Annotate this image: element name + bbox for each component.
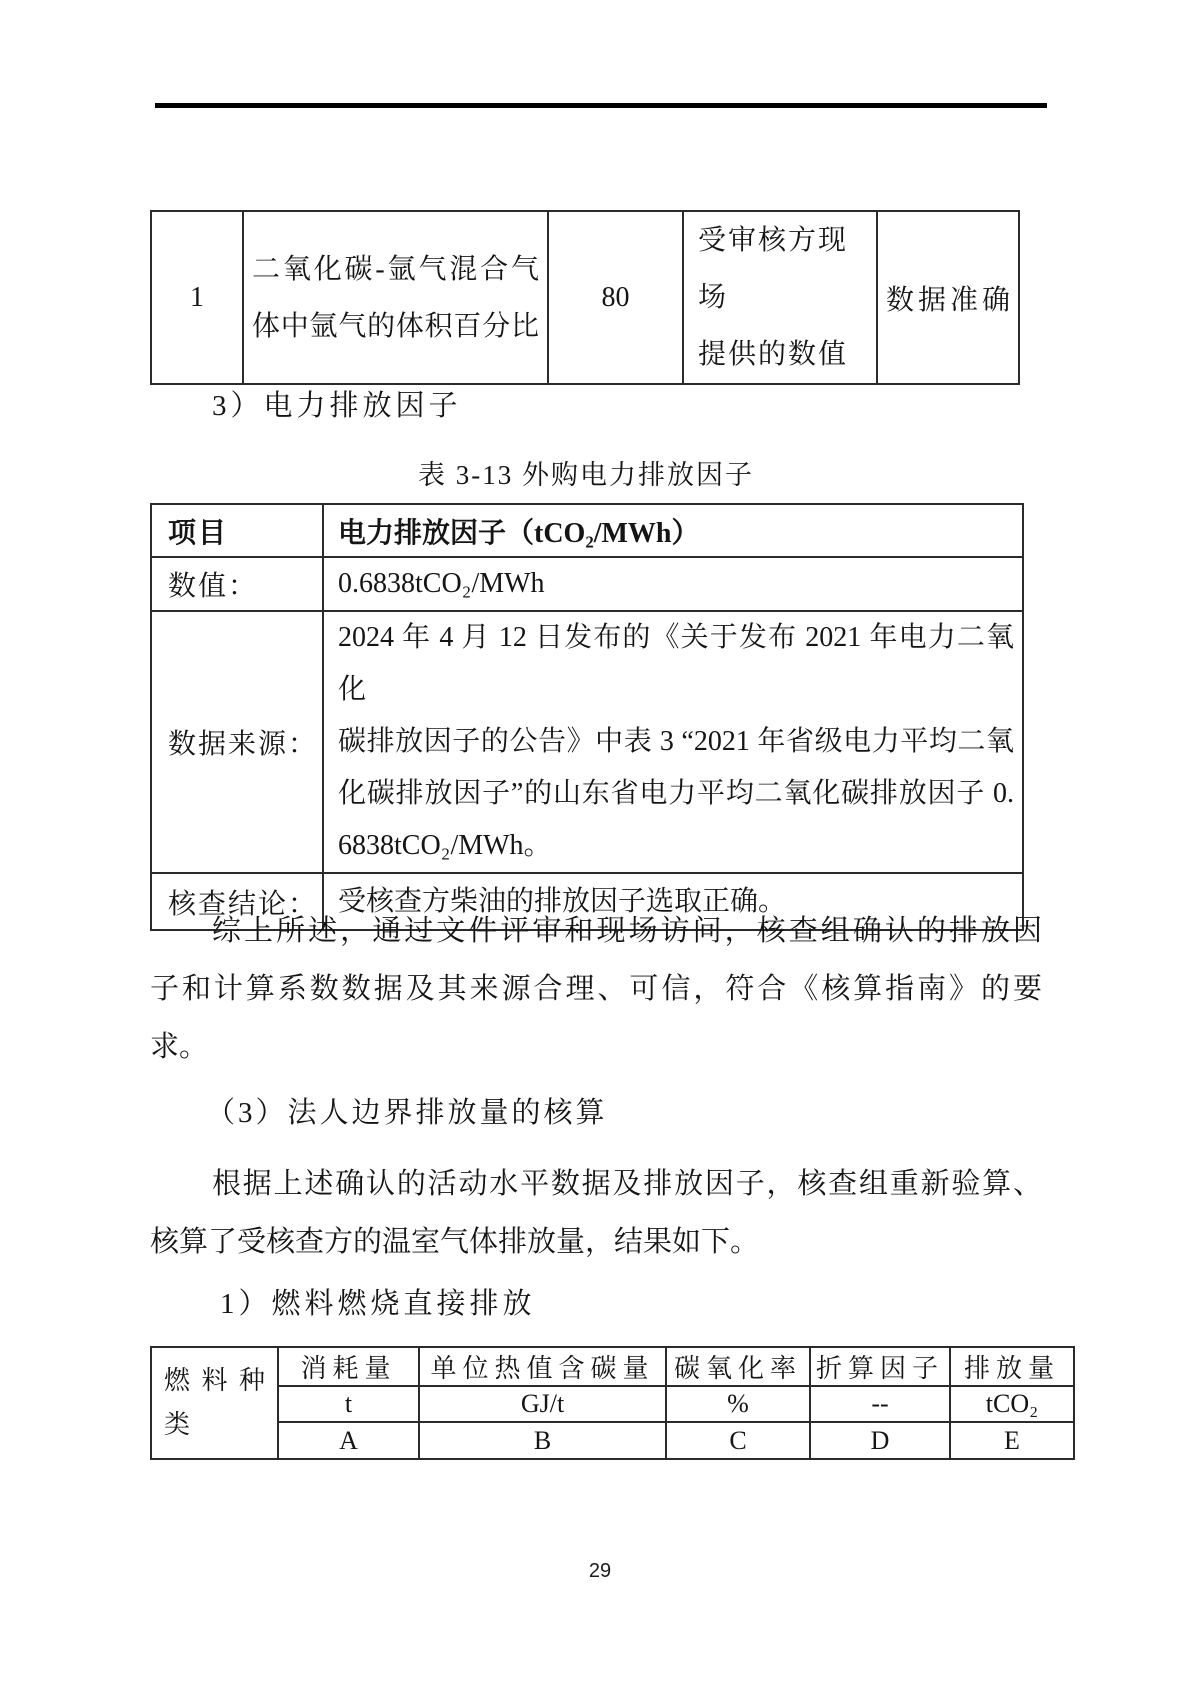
section-heading-fuel: 1）燃料燃烧直接排放	[220, 1288, 536, 1320]
section-heading-boundary: （3）法人边界排放量的核算	[206, 1097, 608, 1129]
table-units-row	[151, 1386, 1074, 1422]
table-row	[151, 611, 1023, 873]
table-header-row	[151, 1347, 1074, 1386]
item-line: 二氧化碳-氩气混合气	[252, 253, 539, 285]
page-number: 29	[588, 1560, 612, 1582]
header-cell: 折算因子	[810, 1347, 950, 1386]
source-label-cell: 数据来源：	[151, 611, 323, 873]
paragraph-line: 求。	[150, 1031, 209, 1063]
unit-cell: tCO₂	[950, 1386, 1074, 1422]
unit-cell: GJ/t	[419, 1386, 666, 1422]
paragraph-line: 综上所述，通过文件评审和现场访问，核查组确认的排放因	[212, 915, 1042, 947]
source-text-cell	[323, 611, 1023, 873]
value-cell	[323, 557, 1023, 611]
header-rule	[155, 103, 1047, 108]
table-row	[151, 504, 1023, 557]
summary-paragraph	[150, 902, 1042, 1076]
source-text-line: 2024 年 4 月 12 日发布的《关于发布 2021 年电力二氧化	[338, 622, 1014, 705]
header-label-cell: 项目	[151, 504, 323, 557]
source-text-line: 碳排放因子的公告》中表 3 “2021 年省级电力平均二氧	[338, 726, 1014, 757]
symbol-cell: C	[666, 1422, 810, 1459]
fuel-type-cell: 燃料种类	[151, 1347, 278, 1459]
unit-cell: --	[810, 1386, 950, 1422]
unit-cell: t	[278, 1386, 419, 1422]
row-index-cell: 1	[151, 211, 243, 384]
table-row	[151, 211, 1019, 384]
symbol-cell: B	[419, 1422, 666, 1459]
table-row	[151, 557, 1023, 611]
boundary-paragraph	[150, 1155, 1042, 1271]
table-caption: 表 3-13 外购电力排放因子	[418, 460, 754, 490]
source-line: 受审核方现场	[698, 225, 849, 313]
power-factor-table	[150, 503, 1024, 931]
paragraph-line: 核算了受核查方的温室气体排放量，结果如下。	[150, 1226, 760, 1258]
source-line: 提供的数值	[698, 339, 849, 370]
fuel-combustion-table	[150, 1346, 1075, 1460]
value-cell: 80	[548, 211, 683, 384]
value-label-cell: 数值：	[151, 557, 323, 611]
symbol-cell: E	[950, 1422, 1074, 1459]
symbol-cell: A	[278, 1422, 419, 1459]
unit-cell: %	[666, 1386, 810, 1422]
paragraph-line: 根据上述确认的活动水平数据及排放因子，核查组重新验算、	[212, 1168, 1042, 1200]
source-text-line: 6838tCO₂/MWh。	[338, 830, 552, 861]
conclusion-cell	[877, 211, 1019, 384]
conclusion-text: 受核查方柴油的排放因子选取正确。	[338, 885, 787, 917]
source-cell	[683, 211, 877, 384]
symbol-cell: D	[810, 1422, 950, 1459]
header-cell: 单位热值含碳量	[419, 1347, 666, 1386]
source-text-line: 化碳排放因子”的山东省电力平均二氧化碳排放因子 0.	[338, 778, 1014, 809]
value-text: 0.6838tCO₂/MWh	[338, 568, 545, 599]
conclusion-label-cell: 核查结论：	[151, 873, 323, 930]
continuation-table	[150, 210, 1020, 385]
header-cell: 消耗量	[278, 1347, 419, 1386]
header-cell: 碳氧化率	[666, 1347, 810, 1386]
header-cell: 排放量	[950, 1347, 1074, 1386]
item-cell	[243, 211, 548, 384]
item-line: 体中氩气的体积百分比	[252, 310, 539, 342]
paragraph-line: 子和计算系数数据及其来源合理、可信，符合《核算指南》的要	[150, 973, 1042, 1005]
header-value-cell: 电力排放因子（tCO₂/MWh）	[323, 504, 1023, 557]
table-symbols-row	[151, 1422, 1074, 1459]
section-heading-power-factor: 3）电力排放因子	[212, 390, 462, 422]
conclusion-text: 数据准确	[886, 284, 1010, 316]
